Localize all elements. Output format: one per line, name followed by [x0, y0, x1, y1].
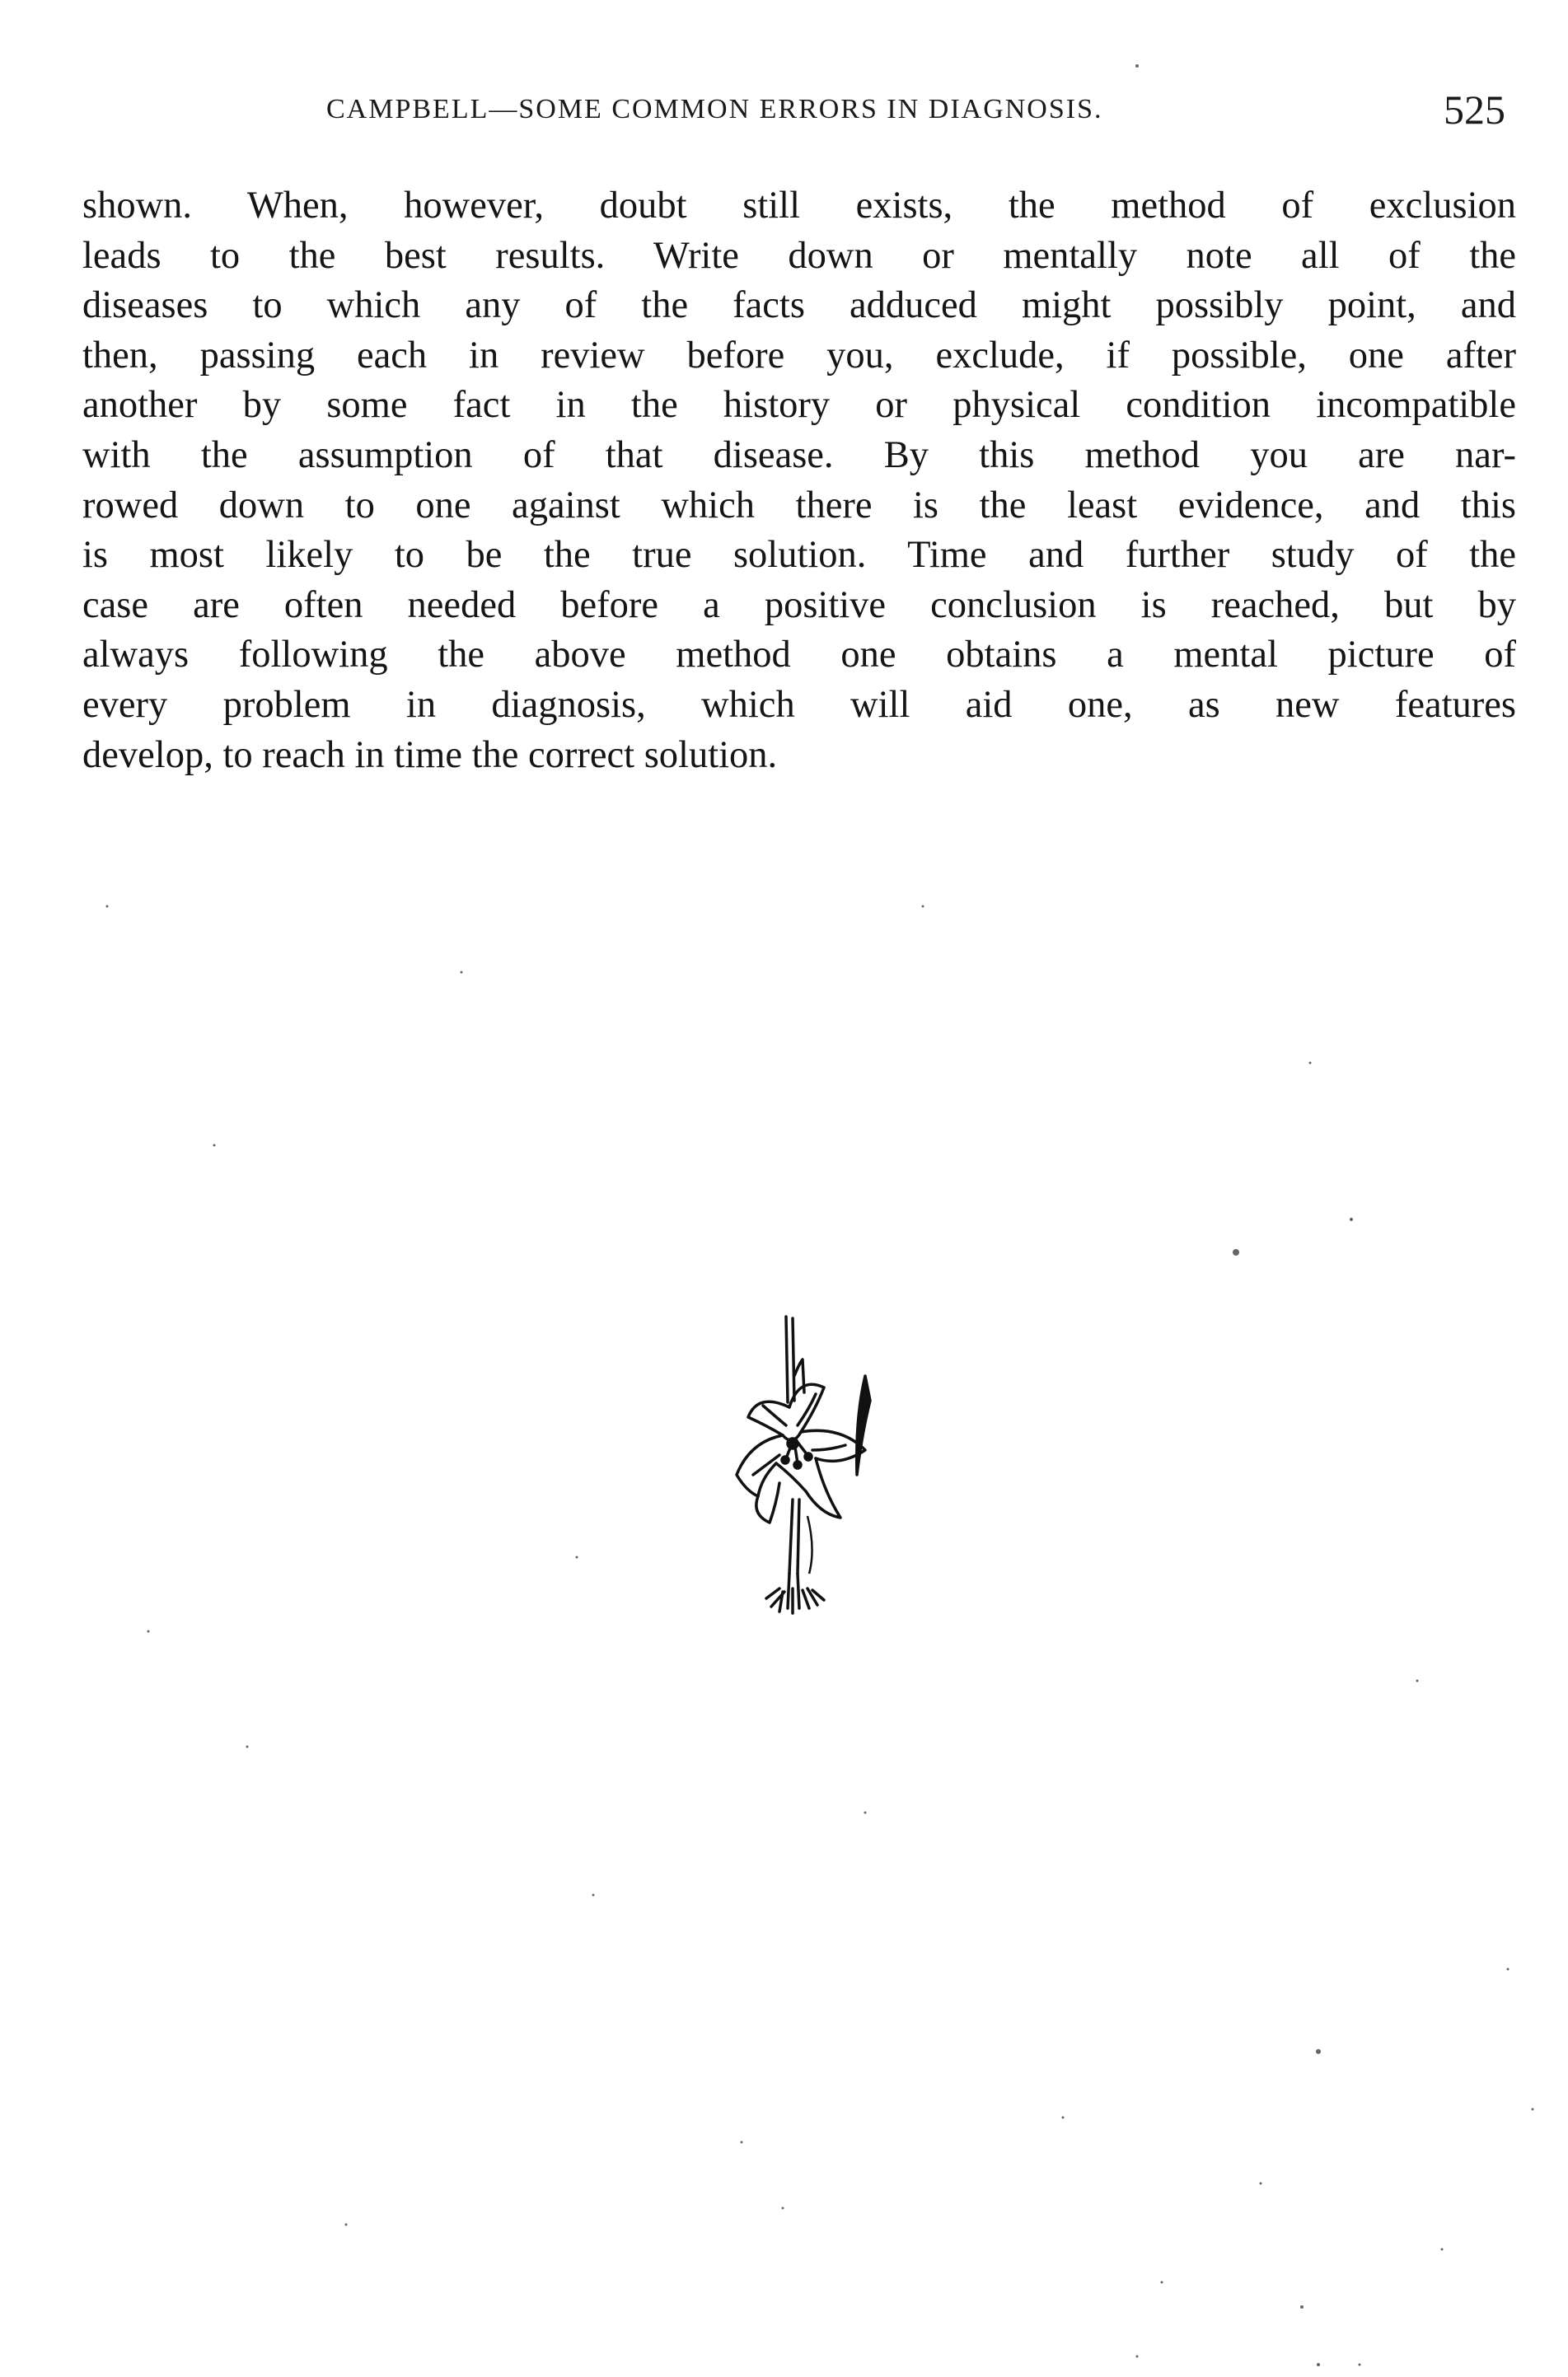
text-line: shown. When, however, doubt still exists, the method of exclusion — [82, 185, 1516, 227]
text-line: then, passing each in review before you, exclude, if possible, one after — [82, 334, 1516, 377]
text-line: always following the above method one obtains a mental picture of — [82, 634, 1516, 676]
text-line: rowed down to one against which there is the least evidence, and this — [82, 484, 1516, 526]
text-line: case are often needed before a positive conclusion is reached, but by — [82, 583, 1516, 626]
lily-flower-icon — [700, 1302, 898, 1648]
text-line: leads to the best results. Write down or mentally note all of the — [82, 234, 1516, 277]
running-head — [82, 86, 1520, 135]
text-line: another by some fact in the history or physical condition incompatible — [82, 384, 1516, 427]
running-title: CAMPBELL—SOME COMMON ERRORS IN DIAGNOSIS. — [326, 94, 1103, 124]
text-line: develop, to reach in time the correct solution. — [82, 733, 778, 776]
body-paragraph — [82, 181, 1516, 780]
text-line: every problem in diagnosis, which will aid one, as new features — [82, 683, 1516, 726]
text-line: diseases to which any of the facts adduced might possibly point, and — [82, 284, 1516, 327]
page-number: 525 — [1444, 87, 1505, 133]
text-line: with the assumption of that disease. By this method you are nar- — [82, 433, 1516, 476]
text-line: is most likely to be the true solution. Time and further study of the — [82, 534, 1516, 577]
